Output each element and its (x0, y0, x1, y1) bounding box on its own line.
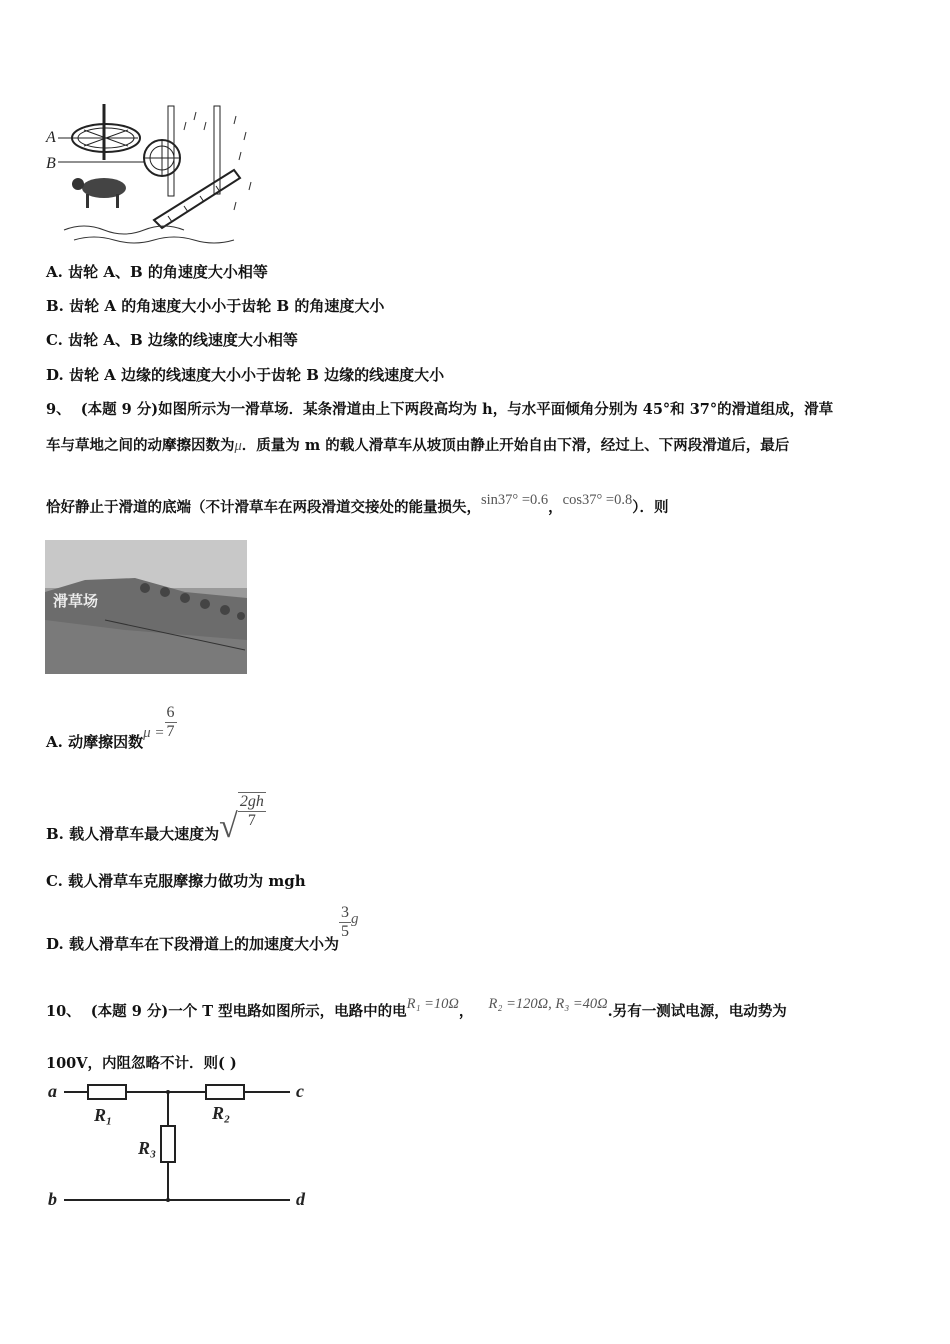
q9-stem-line2: 车与草地之间的动摩擦因数为μ．质量为 m 的载人滑草车从坡顶由静止开始自由下滑，经过上、下两段滑道后，最后 (46, 437, 790, 454)
r1-value: R₁ =10Ω (406, 996, 459, 1012)
terminal-b: b (48, 1189, 57, 1209)
terminal-d: d (296, 1189, 305, 1209)
q8-option-d: D. 齿轮 A 边缘的线速度大小小于齿轮 B 边缘的线速度大小 (46, 366, 445, 384)
terminal-a: a (48, 1081, 57, 1101)
q9-option-b: B. 载人滑草车最大速度为√ $\frac{2gh}{7}$ (46, 793, 264, 845)
resistor-r2-label: R₂ (212, 1103, 231, 1123)
q9-stem-line1: 9、 (本题 9 分)如图所示为一滑草场．某条滑道由上下两段高均为 h，与水平面倾角分别为 45°和 37°的滑道组成，滑草 (46, 401, 834, 418)
q8-option-a: A. 齿轮 A、B 的角速度大小相等 (46, 263, 268, 281)
q9-stem-line3: 恰好静止于滑道的底端（不计滑草车在两段滑道交接处的能量损失，sin37° =0.6，cos37° =0.8）．则 (46, 492, 669, 516)
q10-stem-line1: 10、 (本题 9 分)一个 T 型电路如图所示，电路中的电R₁ =10Ω， R₂ =120Ω, R₃ =40Ω.另有一测试电源，电动势为 (46, 996, 787, 1020)
gear-ox-illustration (44, 100, 264, 248)
cos-value: cos37° =0.8 (562, 492, 633, 508)
r23-value: R₂ =120Ω, R₃ =40Ω (488, 996, 608, 1012)
q9-option-c: C. 载人滑草车克服摩擦力做功为 mgh (46, 872, 306, 890)
q8-option-c: C. 齿轮 A、B 边缘的线速度大小相等 (46, 331, 298, 349)
sin-value: sin37° =0.6 (481, 492, 549, 508)
q8-option-b: B. 齿轮 A 的角速度大小小于齿轮 B 的角速度大小 (46, 297, 385, 315)
q10-stem-line2: 100V，内阻忽略不计．则( ) (46, 1055, 237, 1072)
grass-skiing-photo (45, 540, 247, 674)
terminal-c: c (296, 1081, 304, 1101)
photo-sign-text: 滑草场 (53, 592, 99, 610)
gear-a-label: A (46, 129, 56, 146)
resistor-r3-label: R₃ (138, 1138, 157, 1158)
t-circuit-diagram (44, 1076, 320, 1214)
gear-b-label: B (46, 155, 56, 172)
resistor-r1-label: R₁ (94, 1105, 113, 1125)
q9-option-d: D. 载人滑草车在下段滑道上的加速度大小为 $\frac{3}{5}$ g (46, 904, 359, 953)
q9-option-a: A. 动摩擦因数μ = $\frac{6}{7}$ (46, 704, 175, 751)
